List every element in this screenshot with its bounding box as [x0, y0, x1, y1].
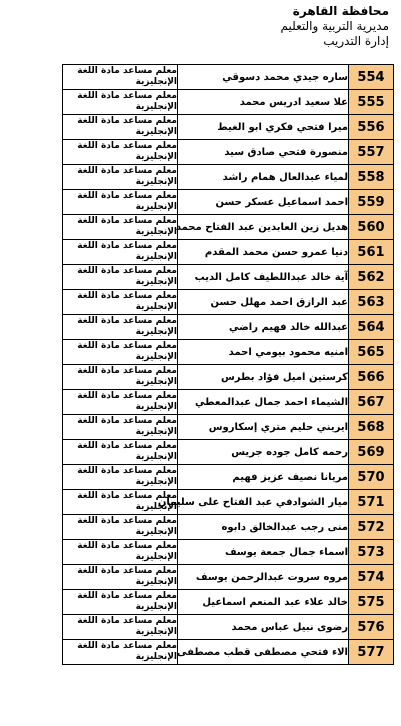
job-title-line1: معلم مساعد مادة اللغة [77, 241, 177, 251]
table-row [63, 290, 394, 315]
job-title-line2: الإنجليزية [135, 577, 177, 587]
table-row [63, 65, 394, 90]
table-row [63, 415, 394, 440]
table-row [63, 315, 394, 340]
serial-number-cell: 577 [349, 640, 394, 665]
serial-number-cell: 573 [349, 540, 394, 565]
serial-number-cell: 566 [349, 365, 394, 390]
job-title-cell [63, 540, 178, 565]
job-title-line2: الإنجليزية [135, 102, 177, 112]
job-title-cell [63, 140, 178, 165]
job-title-line1: معلم مساعد مادة اللغة [77, 141, 177, 151]
table-row [63, 240, 394, 265]
governorate-title: محافظة القاهرة [292, 4, 389, 18]
name-cell: رحمه كامل جوده جريس [178, 440, 349, 465]
name-cell: عبد الرازق احمد مهلل حسن [178, 290, 349, 315]
table-row [63, 265, 394, 290]
roster-body [63, 65, 394, 665]
job-title-line2: الإنجليزية [135, 77, 177, 87]
table-row [63, 365, 394, 390]
serial-number-cell: 567 [349, 390, 394, 415]
name-cell: عبدالله خالد فهيم راضي [178, 315, 349, 340]
document-header [189, 4, 389, 49]
job-title-line2: الإنجليزية [135, 602, 177, 612]
job-title-line2: الإنجليزية [135, 502, 177, 512]
table-row [63, 515, 394, 540]
job-title-line2: الإنجليزية [135, 452, 177, 462]
department-title: إدارة التدريب [323, 34, 389, 48]
table-row [63, 490, 394, 515]
serial-number-cell: 565 [349, 340, 394, 365]
name-cell: ايريني حليم متري إسكاروس [178, 415, 349, 440]
serial-number-cell: 557 [349, 140, 394, 165]
serial-number-cell: 570 [349, 465, 394, 490]
job-title-line2: الإنجليزية [135, 252, 177, 262]
job-title-line2: الإنجليزية [135, 402, 177, 412]
job-title-line1: معلم مساعد مادة اللغة [77, 416, 177, 426]
name-cell: امنيه محمود بيومي احمد [178, 340, 349, 365]
job-title-line1: معلم مساعد مادة اللغة [77, 616, 177, 626]
name-cell: مريانا نصيف عزيز فهيم [178, 465, 349, 490]
job-title-line1: معلم مساعد مادة اللغة [77, 491, 177, 501]
name-cell: دنيا عمرو حسن محمد المقدم [178, 240, 349, 265]
job-title-cell [63, 165, 178, 190]
job-title-line2: الإنجليزية [135, 477, 177, 487]
job-title-line2: الإنجليزية [135, 627, 177, 637]
job-title-line2: الإنجليزية [135, 202, 177, 212]
job-title-line1: معلم مساعد مادة اللغة [77, 166, 177, 176]
job-title-line1: معلم مساعد مادة اللغة [77, 191, 177, 201]
name-cell: رضوى نبيل عباس محمد [178, 615, 349, 640]
serial-number-cell: 564 [349, 315, 394, 340]
serial-number-cell: 560 [349, 215, 394, 240]
name-cell: ميار الشوادفي عبد الفتاح على سليمان [178, 490, 349, 515]
job-title-cell [63, 115, 178, 140]
name-cell: ساره جيدي محمد دسوقي [178, 65, 349, 90]
job-title-cell [63, 515, 178, 540]
serial-number-cell: 572 [349, 515, 394, 540]
job-title-line1: معلم مساعد مادة اللغة [77, 116, 177, 126]
serial-number-cell: 569 [349, 440, 394, 465]
job-title-line1: معلم مساعد مادة اللغة [77, 366, 177, 376]
job-title-cell [63, 65, 178, 90]
name-cell: خالد علاء عبد المنعم اسماعيل [178, 590, 349, 615]
job-title-cell [63, 90, 178, 115]
directorate-title: مديرية التربية والتعليم [280, 19, 389, 33]
job-title-line1: معلم مساعد مادة اللغة [77, 291, 177, 301]
name-cell: مروه سروت عبدالرحمن يوسف [178, 565, 349, 590]
job-title-cell [63, 640, 178, 665]
job-title-line1: معلم مساعد مادة اللغة [77, 91, 177, 101]
table-row [63, 465, 394, 490]
job-title-cell [63, 590, 178, 615]
job-title-line2: الإنجليزية [135, 127, 177, 137]
table-row [63, 615, 394, 640]
table-row [63, 340, 394, 365]
job-title-line2: الإنجليزية [135, 302, 177, 312]
job-title-line1: معلم مساعد مادة اللغة [77, 391, 177, 401]
job-title-line1: معلم مساعد مادة اللغة [77, 441, 177, 451]
job-title-cell [63, 265, 178, 290]
job-title-cell [63, 315, 178, 340]
job-title-line1: معلم مساعد مادة اللغة [77, 66, 177, 76]
serial-number-cell: 558 [349, 165, 394, 190]
table-row [63, 440, 394, 465]
name-cell: علا سعيد ادريس محمد [178, 90, 349, 115]
job-title-line2: الإنجليزية [135, 552, 177, 562]
name-cell: الشيماء احمد جمال عبدالمعطي [178, 390, 349, 415]
job-title-cell [63, 440, 178, 465]
job-title-cell [63, 240, 178, 265]
name-cell: اسماء جمال جمعة يوسف [178, 540, 349, 565]
job-title-line1: معلم مساعد مادة اللغة [77, 266, 177, 276]
job-title-line1: معلم مساعد مادة اللغة [77, 591, 177, 601]
serial-number-cell: 571 [349, 490, 394, 515]
job-title-line2: الإنجليزية [135, 352, 177, 362]
job-title-cell [63, 565, 178, 590]
roster-table [62, 64, 394, 665]
job-title-cell [63, 290, 178, 315]
job-title-cell [63, 365, 178, 390]
job-title-line2: الإنجليزية [135, 527, 177, 537]
table-row [63, 640, 394, 665]
serial-number-cell: 574 [349, 565, 394, 590]
name-cell: كرستين اميل فؤاد بطرس [178, 365, 349, 390]
job-title-line1: معلم مساعد مادة اللغة [77, 641, 177, 651]
name-cell: آية خالد عبداللطيف كامل الديب [178, 265, 349, 290]
job-title-line1: معلم مساعد مادة اللغة [77, 341, 177, 351]
job-title-line2: الإنجليزية [135, 152, 177, 162]
job-title-line2: الإنجليزية [135, 652, 177, 662]
serial-number-cell: 562 [349, 265, 394, 290]
job-title-cell [63, 190, 178, 215]
table-row [63, 565, 394, 590]
table-row [63, 90, 394, 115]
job-title-line2: الإنجليزية [135, 177, 177, 187]
job-title-line1: معلم مساعد مادة اللغة [77, 316, 177, 326]
job-title-line1: معلم مساعد مادة اللغة [77, 466, 177, 476]
table-row [63, 190, 394, 215]
job-title-line2: الإنجليزية [135, 377, 177, 387]
serial-number-cell: 554 [349, 65, 394, 90]
serial-number-cell: 556 [349, 115, 394, 140]
job-title-cell [63, 465, 178, 490]
table-row [63, 115, 394, 140]
table-row [63, 590, 394, 615]
job-title-cell [63, 615, 178, 640]
name-cell: الاء فتحي مصطفى قطب مصطفى [178, 640, 349, 665]
job-title-line1: معلم مساعد مادة اللغة [77, 541, 177, 551]
job-title-cell [63, 340, 178, 365]
name-cell: لمياء عبدالعال همام راشد [178, 165, 349, 190]
job-title-cell [63, 390, 178, 415]
name-cell: هديل زين العابدين عبد الفتاح محمد [178, 215, 349, 240]
name-cell: احمد اسماعيل عسكر حسن [178, 190, 349, 215]
job-title-line1: معلم مساعد مادة اللغة [77, 516, 177, 526]
job-title-line1: معلم مساعد مادة اللغة [77, 566, 177, 576]
serial-number-cell: 555 [349, 90, 394, 115]
serial-number-cell: 559 [349, 190, 394, 215]
table-row [63, 390, 394, 415]
serial-number-cell: 575 [349, 590, 394, 615]
name-cell: منى رجب عبدالخالق دابوه [178, 515, 349, 540]
job-title-line2: الإنجليزية [135, 227, 177, 237]
table-row [63, 140, 394, 165]
job-title-cell [63, 415, 178, 440]
name-cell: منصورة فتحي صادق سيد [178, 140, 349, 165]
serial-number-cell: 563 [349, 290, 394, 315]
serial-number-cell: 568 [349, 415, 394, 440]
table-row [63, 540, 394, 565]
job-title-line2: الإنجليزية [135, 327, 177, 337]
table-row [63, 165, 394, 190]
job-title-line2: الإنجليزية [135, 427, 177, 437]
serial-number-cell: 576 [349, 615, 394, 640]
job-title-cell [63, 215, 178, 240]
serial-number-cell: 561 [349, 240, 394, 265]
job-title-line2: الإنجليزية [135, 277, 177, 287]
job-title-line1: معلم مساعد مادة اللغة [77, 216, 177, 226]
name-cell: ميرا فتحي فكري ابو الغيط [178, 115, 349, 140]
table-row [63, 215, 394, 240]
